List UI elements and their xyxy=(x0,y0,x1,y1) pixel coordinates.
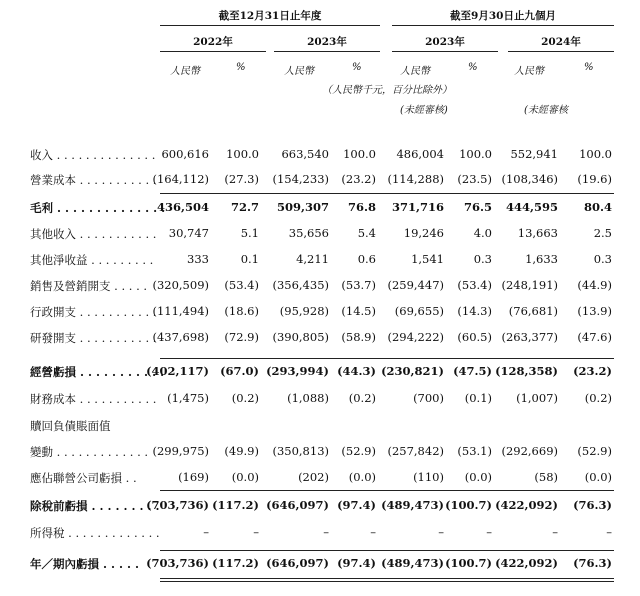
table-row xyxy=(0,330,640,346)
percent-label: % xyxy=(468,62,478,73)
table-cell: (47.6) xyxy=(577,330,612,344)
row-label: 行政開支 . . . . . . . . . . . xyxy=(30,305,157,319)
table-cell: 100.0 xyxy=(579,147,612,161)
table-cell: (13.9) xyxy=(577,304,612,318)
group-underline-nine xyxy=(392,25,614,26)
currency-label: 人民幣 xyxy=(170,66,200,77)
table-cell: (114,288) xyxy=(387,172,444,186)
table-cell: (259,447) xyxy=(387,278,444,292)
table-cell: (18.6) xyxy=(224,304,259,318)
subtotal-rule xyxy=(160,358,614,359)
table-cell: (27.3) xyxy=(224,172,259,186)
subtotal-rule xyxy=(160,490,614,491)
table-cell: (0.0) xyxy=(464,470,492,484)
unaudited-note: (未經審核) xyxy=(400,105,448,116)
table-cell: (646,097) xyxy=(266,498,329,512)
table-cell: (202) xyxy=(298,470,329,484)
table-cell: (58) xyxy=(534,470,558,484)
percent-label: % xyxy=(352,62,362,73)
table-cell: (72.9) xyxy=(224,330,259,344)
table-cell: 5.1 xyxy=(240,226,259,240)
table-cell: 13,663 xyxy=(517,226,558,240)
table-cell: (23.2) xyxy=(341,172,376,186)
currency-label: 人民幣 xyxy=(514,66,544,77)
table-row xyxy=(0,418,640,434)
table-row xyxy=(0,200,640,216)
table-cell: – xyxy=(370,525,376,539)
table-cell: – xyxy=(438,525,444,539)
table-cell: (53.7) xyxy=(341,278,376,292)
row-label: 變動 . . . . . . . . . . . . . xyxy=(30,445,149,459)
year-header-2023-fy: 2023年 xyxy=(307,36,347,48)
table-cell: 0.3 xyxy=(473,252,492,266)
table-cell: (0.2) xyxy=(231,391,259,405)
table-cell: 80.4 xyxy=(583,200,612,214)
table-cell: 5.4 xyxy=(357,226,376,240)
table-cell: (110) xyxy=(413,470,444,484)
table-cell: 4,211 xyxy=(296,252,329,266)
table-row xyxy=(0,172,640,188)
table-cell: (44.9) xyxy=(577,278,612,292)
table-cell: 1,541 xyxy=(411,252,444,266)
row-label: 收入 . . . . . . . . . . . . . . xyxy=(30,148,156,162)
table-cell: (95,928) xyxy=(279,304,329,318)
table-cell: 100.0 xyxy=(459,147,492,161)
currency-label: 人民幣 xyxy=(284,66,314,77)
table-cell: 100.0 xyxy=(226,147,259,161)
row-label: 財務成本 . . . . . . . . . . . xyxy=(30,392,157,406)
table-row xyxy=(0,252,640,268)
table-row xyxy=(0,498,640,514)
table-cell: – xyxy=(253,525,259,539)
table-row xyxy=(0,444,640,460)
table-cell: (164,112) xyxy=(152,172,209,186)
table-cell: (154,233) xyxy=(272,172,329,186)
table-cell: (76.3) xyxy=(573,498,612,512)
table-cell: (0.2) xyxy=(348,391,376,405)
year-underline xyxy=(392,51,498,52)
table-cell: 100.0 xyxy=(343,147,376,161)
table-cell: 371,716 xyxy=(391,200,444,214)
table-cell: (646,097) xyxy=(266,556,329,570)
table-cell: (60.5) xyxy=(457,330,492,344)
table-cell: (230,821) xyxy=(381,364,444,378)
table-cell: (52.9) xyxy=(341,444,376,458)
table-cell: – xyxy=(606,525,612,539)
table-cell: (356,435) xyxy=(272,278,329,292)
row-label: 年／期內虧損 . . . . . xyxy=(30,557,140,571)
table-cell: (97.4) xyxy=(337,498,376,512)
table-cell: (422,092) xyxy=(495,556,558,570)
table-cell: (14.3) xyxy=(457,304,492,318)
row-label: 其他淨收益 . . . . . . . . . xyxy=(30,253,154,267)
table-cell: (0.1) xyxy=(464,391,492,405)
table-cell: (111,494) xyxy=(152,304,209,318)
table-cell: (53.1) xyxy=(457,444,492,458)
table-cell: (53.4) xyxy=(224,278,259,292)
table-cell: (489,473) xyxy=(381,498,444,512)
year-underline xyxy=(274,51,380,52)
subtotal-rule xyxy=(160,550,614,551)
group-header-year: 截至12月31日止年度 xyxy=(218,10,322,22)
row-label: 除稅前虧損 . . . . . . . . . xyxy=(30,499,160,513)
table-cell: (299,975) xyxy=(152,444,209,458)
year-underline xyxy=(160,51,266,52)
table-row xyxy=(0,470,640,486)
table-row xyxy=(0,391,640,407)
table-cell: (23.5) xyxy=(457,172,492,186)
unaudited-note: (未經審核 xyxy=(524,105,568,116)
table-row xyxy=(0,525,640,541)
table-cell: 2.5 xyxy=(593,226,612,240)
year-header-2022: 2022年 xyxy=(193,36,233,48)
table-cell: (52.9) xyxy=(577,444,612,458)
table-cell: 509,307 xyxy=(276,200,329,214)
table-cell: (294,222) xyxy=(387,330,444,344)
table-cell: (108,346) xyxy=(501,172,558,186)
table-cell: (350,813) xyxy=(272,444,329,458)
total-double-rule xyxy=(160,578,614,579)
table-cell: (489,473) xyxy=(381,556,444,570)
row-label: 贖回負債賬面值 xyxy=(30,419,111,433)
table-cell: (1,088) xyxy=(287,391,329,405)
subtotal-rule xyxy=(160,193,614,194)
table-cell: (58.9) xyxy=(341,330,376,344)
table-cell: 76.5 xyxy=(463,200,492,214)
table-cell: (53.4) xyxy=(457,278,492,292)
table-cell: 19,246 xyxy=(403,226,444,240)
table-cell: (703,736) xyxy=(146,498,209,512)
table-cell: (0.0) xyxy=(231,470,259,484)
table-cell: 76.8 xyxy=(347,200,376,214)
table-cell: (0.2) xyxy=(584,391,612,405)
table-cell: (263,377) xyxy=(501,330,558,344)
table-cell: (292,669) xyxy=(501,444,558,458)
table-cell: 0.1 xyxy=(240,252,259,266)
currency-label: 人民幣 xyxy=(400,66,430,77)
row-label: 經營虧損 . . . . . . . . . . . xyxy=(30,365,165,379)
table-cell: (293,994) xyxy=(266,364,329,378)
table-cell: 333 xyxy=(187,252,209,266)
table-cell: (422,092) xyxy=(495,498,558,512)
table-cell: (437,698) xyxy=(152,330,209,344)
table-row xyxy=(0,556,640,572)
table-cell: (76,681) xyxy=(508,304,558,318)
table-cell: (128,358) xyxy=(495,364,558,378)
table-cell: (49.9) xyxy=(224,444,259,458)
table-row xyxy=(0,226,640,242)
table-cell: (0.0) xyxy=(348,470,376,484)
table-cell: (19.6) xyxy=(577,172,612,186)
table-cell: 4.0 xyxy=(473,226,492,240)
table-cell: (320,509) xyxy=(152,278,209,292)
table-cell: (700) xyxy=(413,391,444,405)
table-cell: (100.7) xyxy=(445,556,492,570)
table-cell: – xyxy=(486,525,492,539)
group-header-nine-months: 截至9月30日止九個月 xyxy=(450,10,556,22)
table-cell: 30,747 xyxy=(168,226,209,240)
table-cell: 663,540 xyxy=(281,147,329,161)
group-underline-year xyxy=(160,25,380,26)
table-cell: 0.6 xyxy=(357,252,376,266)
table-row xyxy=(0,304,640,320)
year-header-2023-9m: 2023年 xyxy=(425,36,465,48)
table-cell: (248,191) xyxy=(501,278,558,292)
row-label: 其他收入 . . . . . . . . . . . xyxy=(30,227,157,241)
table-cell: (47.5) xyxy=(453,364,492,378)
table-cell: (169) xyxy=(178,470,209,484)
table-cell: 486,004 xyxy=(396,147,444,161)
row-label: 所得稅 . . . . . . . . . . . . . xyxy=(30,526,160,540)
table-row xyxy=(0,364,640,380)
table-cell: – xyxy=(552,525,558,539)
table-cell: (390,805) xyxy=(272,330,329,344)
year-header-2024-9m: 2024年 xyxy=(541,36,581,48)
table-cell: 444,595 xyxy=(505,200,558,214)
row-label: 毛利 . . . . . . . . . . . . . . xyxy=(30,201,166,215)
table-cell: (1,475) xyxy=(167,391,209,405)
table-cell: (1,007) xyxy=(516,391,558,405)
table-cell: (117.2) xyxy=(212,556,259,570)
table-cell: (257,842) xyxy=(387,444,444,458)
table-row xyxy=(0,147,640,163)
table-cell: 436,504 xyxy=(156,200,209,214)
table-cell: (0.0) xyxy=(584,470,612,484)
table-cell: 600,616 xyxy=(161,147,209,161)
total-double-rule xyxy=(160,581,614,582)
table-cell: 35,656 xyxy=(288,226,329,240)
table-cell: – xyxy=(203,525,209,539)
table-cell: – xyxy=(323,525,329,539)
table-cell: 0.3 xyxy=(593,252,612,266)
unit-note: （人民幣千元，百分比除外） xyxy=(322,85,452,96)
table-cell: 1,633 xyxy=(525,252,558,266)
table-cell: 552,941 xyxy=(510,147,558,161)
table-cell: (402,117) xyxy=(146,364,209,378)
table-cell: (703,736) xyxy=(146,556,209,570)
table-cell: 72.7 xyxy=(230,200,259,214)
percent-label: % xyxy=(584,62,594,73)
row-label: 銷售及營銷開支 . . . . . xyxy=(30,279,148,293)
row-label: 營業成本 . . . . . . . . . . . xyxy=(30,173,157,187)
table-cell: (69,655) xyxy=(394,304,444,318)
table-cell: (100.7) xyxy=(445,498,492,512)
table-cell: (23.2) xyxy=(573,364,612,378)
row-label: 研發開支 . . . . . . . . . . . xyxy=(30,331,157,345)
row-label: 應佔聯營公司虧損 . . xyxy=(30,471,137,485)
table-cell: (44.3) xyxy=(337,364,376,378)
table-cell: (117.2) xyxy=(212,498,259,512)
table-cell: (67.0) xyxy=(220,364,259,378)
year-underline xyxy=(508,51,614,52)
table-cell: (76.3) xyxy=(573,556,612,570)
table-row xyxy=(0,278,640,294)
table-cell: (97.4) xyxy=(337,556,376,570)
table-cell: (14.5) xyxy=(341,304,376,318)
percent-label: % xyxy=(236,62,246,73)
